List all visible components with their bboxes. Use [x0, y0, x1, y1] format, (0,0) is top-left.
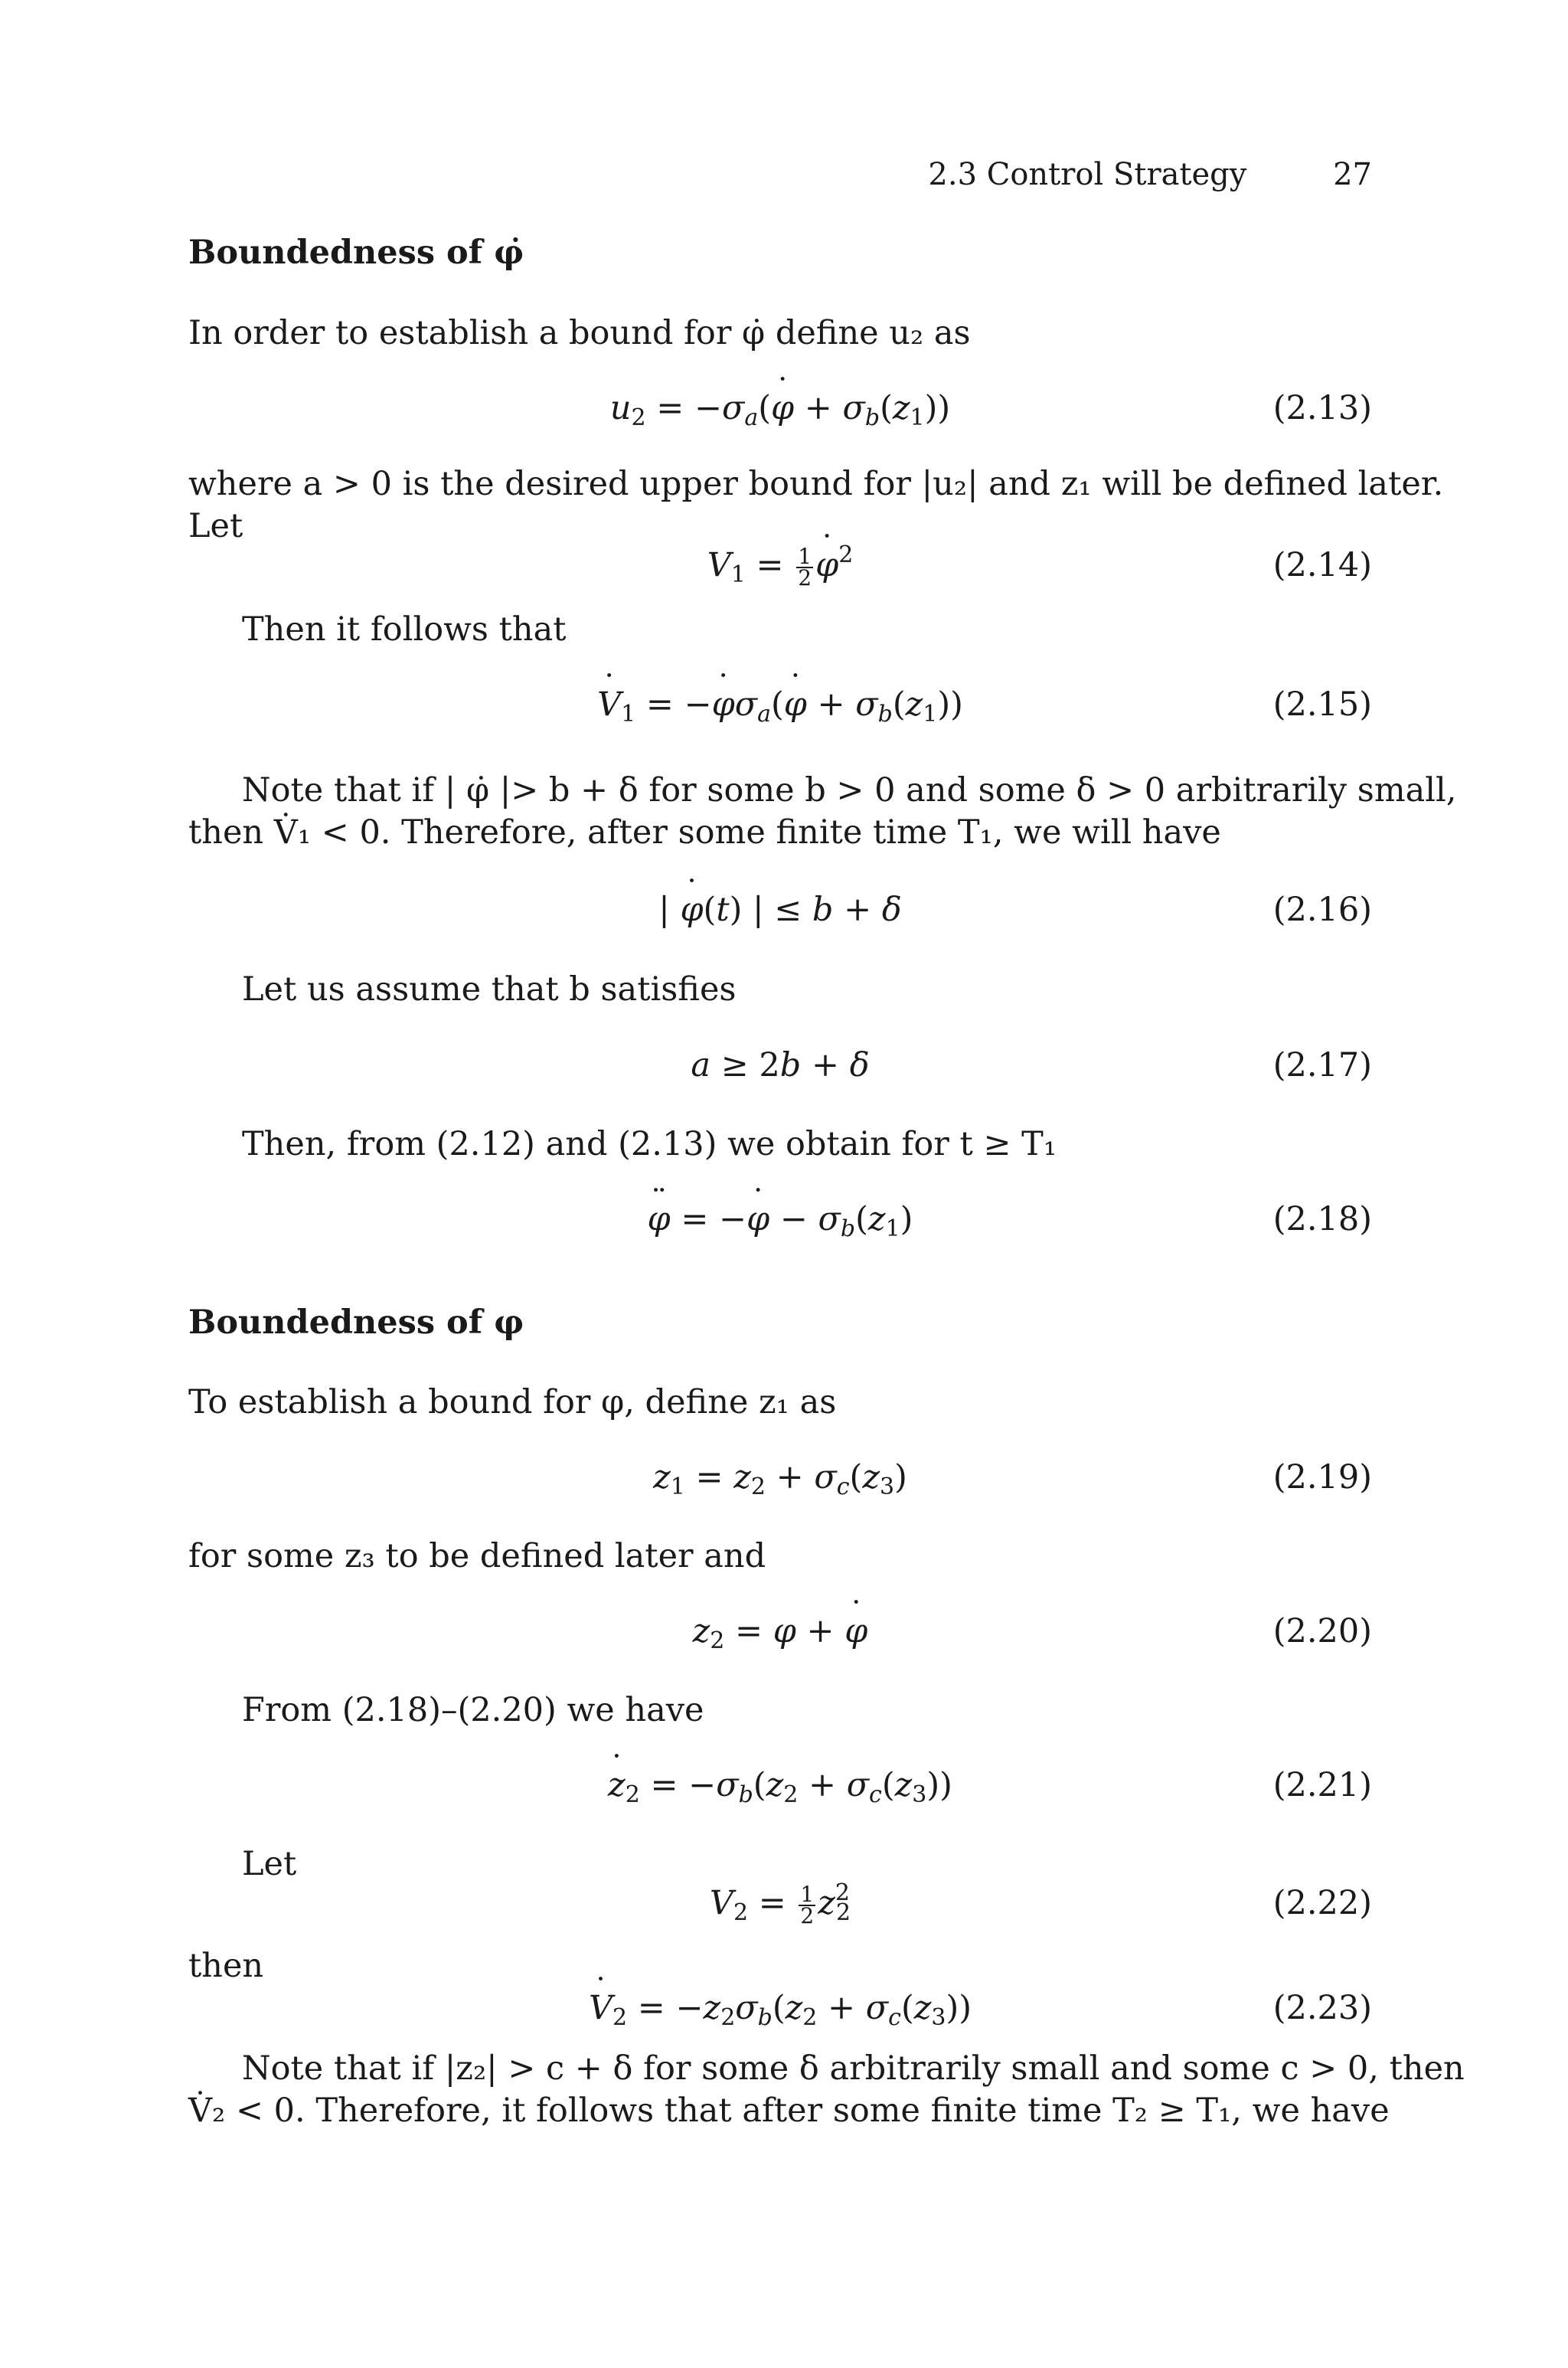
page-number: 27 [1333, 157, 1372, 192]
paragraph-11: then [188, 1947, 264, 1985]
paragraph-4a: Note that if | φ̇ |> b + δ for some b > 0 and some δ > 0 arbitrarily small, [242, 771, 1457, 810]
equation-body: $z_2 = \varphi$ + ˙ φ [188, 1612, 1372, 1650]
paragraph-9: From (2.18)–(2.20) we have [242, 1691, 704, 1729]
equation-number: (2.20) [1272, 1612, 1372, 1650]
equation-body: $V_2$ = $\frac{1}{2}$ $z^2_2$ [709, 1879, 851, 1928]
equation-body: $V_1$ = $\frac{1}{2}$ ˙ $\varphi^2$ [188, 546, 1372, 588]
equation-2-17 [188, 1046, 1372, 1092]
paragraph-8: for some z₃ to be defined later and [188, 1537, 766, 1575]
equation-2-21 [188, 1766, 1372, 1812]
equation-2-15 [188, 685, 1372, 731]
paragraph-10: Let [242, 1845, 297, 1883]
paragraph-12b: V̇₂ < 0. Therefore, it follows that after some finite time T₂ ≥ T₁, we have [188, 2092, 1390, 2130]
equation-number: (2.19) [1272, 1458, 1372, 1496]
equation-number: (2.15) [1272, 685, 1372, 724]
equation-body: ¨ φ = −˙ $\varphi - \sigma_b(z_1)$ [188, 1200, 1372, 1238]
equation-number: (2.14) [1272, 546, 1372, 584]
equation-number: (2.23) [1272, 1989, 1372, 2027]
equation-2-20 [188, 1612, 1372, 1658]
equation-body: a ≥ 2b + δ [691, 1046, 870, 1084]
equation-number: (2.16) [1272, 891, 1372, 929]
equation-2-18 [188, 1200, 1372, 1246]
paragraph-3: Then it follows that [242, 610, 567, 649]
heading-boundedness-phi: Boundedness of φ [188, 1303, 524, 1342]
equation-body: ˙ $z_2 = -\sigma_b(z_2 + \sigma_c(z_3))$ [188, 1766, 1372, 1804]
equation-number: (2.13) [1272, 389, 1372, 427]
paragraph-5: Let us assume that b satisfies [242, 970, 737, 1009]
paragraph-7: To establish a bound for φ, define z₁ as [188, 1383, 837, 1421]
paragraph-2a: where a > 0 is the desired upper bound for |u₂| and z₁ will be defined later. [188, 465, 1444, 503]
equation-2-19 [188, 1458, 1372, 1504]
equation-body: | ˙ φ(t) | ≤ b + δ [188, 891, 1372, 929]
running-head [928, 157, 1372, 192]
paragraph-4b: then V̇₁ < 0. Therefore, after some finite time T₁, we will have [188, 813, 1221, 852]
paragraph-2b: Let [188, 507, 243, 545]
equation-2-14 [188, 541, 1372, 592]
equation-body: ˙ $V_1$ = −˙ $\varphi\sigma_a(˙$ $\varphi + \sigma_b(z_1)$) [188, 685, 1372, 724]
equation-2-13 [188, 389, 1372, 435]
running-head-section: 2.3 Control Strategy [928, 157, 1247, 192]
equation-2-23 [188, 1989, 1372, 2035]
paragraph-1: In order to establish a bound for φ̇ define u₂ as [188, 314, 971, 352]
equation-body: ˙ $V_2 = -z_2\sigma_b(z_2 + \sigma_c(z_3))$ [188, 1989, 1372, 2027]
page [188, 0, 1465, 2368]
equation-body: $z_1 = z_2 + \sigma_c(z_3)$ [653, 1458, 907, 1500]
heading-boundedness-phi-dot: Boundedness of φ̇ [188, 234, 524, 272]
equation-number: (2.18) [1272, 1200, 1372, 1238]
paragraph-6: Then, from (2.12) and (2.13) we obtain for t ≥ T₁ [242, 1125, 1057, 1163]
equation-number: (2.21) [1272, 1766, 1372, 1804]
paragraph-12a: Note that if |z₂| > c + δ for some δ arbitrarily small and some c > 0, then [242, 2049, 1465, 2088]
equation-number: (2.22) [1272, 1884, 1372, 1922]
equation-body: $u_2$ = $-\sigma_a(˙$ $\varphi + \sigma_b(z_1)$) [188, 389, 1372, 427]
equation-2-16 [188, 891, 1372, 937]
equation-number: (2.17) [1272, 1046, 1372, 1084]
equation-2-22 [188, 1879, 1372, 1930]
